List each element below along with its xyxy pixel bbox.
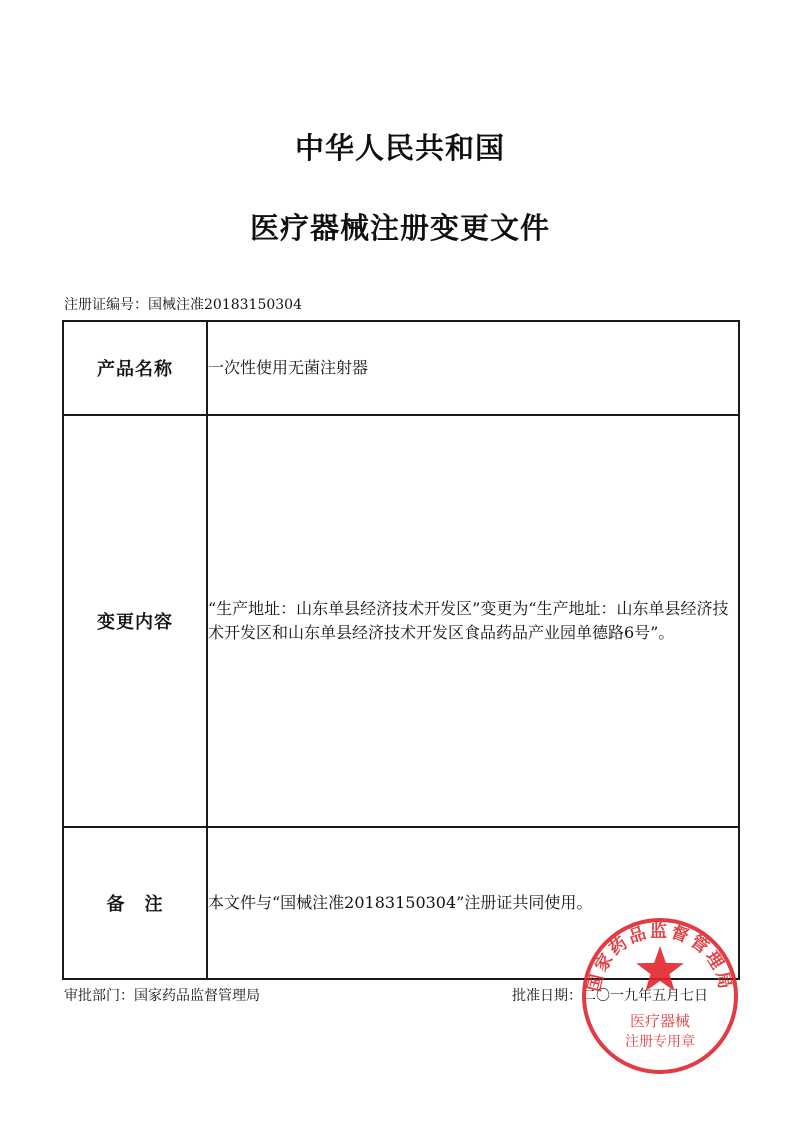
approval-department-value: 国家药品监督管理局	[134, 988, 260, 1004]
table-row-product-name	[63, 321, 739, 415]
approval-department-label: 审批部门：	[64, 988, 134, 1004]
registration-number-value: 国械注准20183150304	[148, 297, 302, 313]
seal-inner-line2: 注册专用章	[625, 1034, 695, 1050]
table-row-change-content	[63, 415, 739, 827]
official-seal	[580, 916, 740, 1076]
change-content-label: 变更内容	[63, 415, 207, 827]
product-name-label: 产品名称	[63, 321, 207, 415]
document-title-country: 中华人民共和国	[294, 131, 505, 165]
approval-date-value: 二〇一九年五月七日	[582, 988, 708, 1004]
document-title: 医疗器械注册变更文件	[249, 211, 550, 245]
registration-number	[64, 294, 302, 314]
seal-outer-text: 国家药品监督管理局	[584, 921, 736, 994]
remark-label: 备 注	[63, 827, 207, 979]
seal-inner-line1: 医疗器械	[629, 1012, 691, 1030]
registration-number-label: 注册证编号：	[64, 297, 148, 313]
remark-value: 本文件与“国械注准20183150304”注册证共同使用。	[207, 827, 739, 979]
product-name-value: 一次性使用无菌注射器	[207, 321, 739, 415]
seal-star-icon	[636, 946, 684, 991]
change-content-value: “生产地址：山东单县经济技术开发区”变更为“生产地址：山东单县经济技术开发区和山东单县经济技术开发区食品药品产业园单德路6号”。	[207, 415, 739, 827]
approval-date-label: 批准日期：	[512, 988, 582, 1004]
change-document-table	[62, 320, 740, 980]
approval-department	[64, 985, 260, 1005]
